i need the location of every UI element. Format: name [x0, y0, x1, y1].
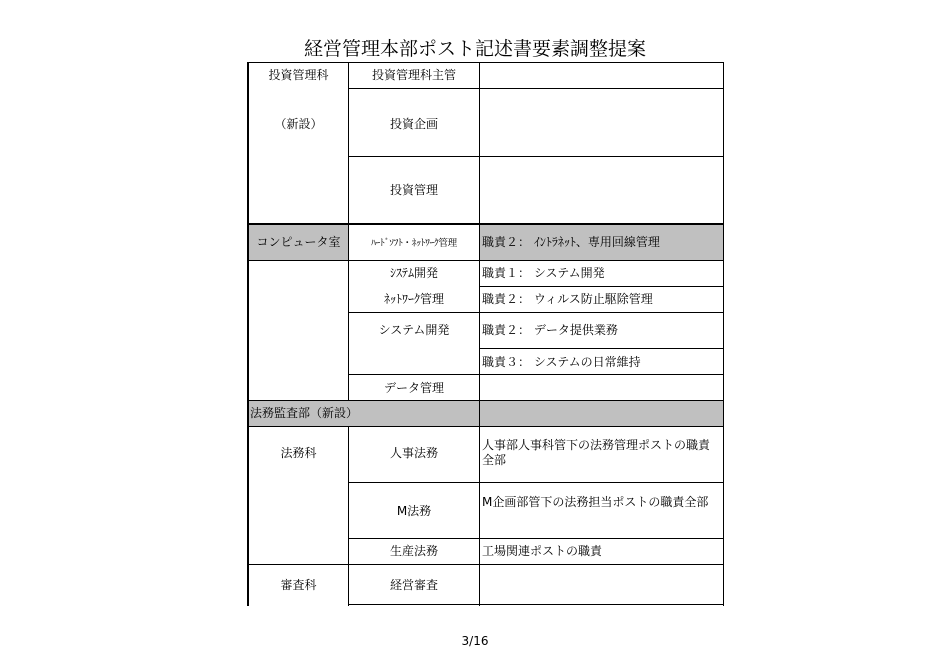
row-line: [248, 400, 724, 401]
row-line: [348, 538, 724, 539]
post-name: ﾊｰﾄﾞｿﾌﾄ・ﾈｯﾄﾜｰｸ管理: [371, 238, 457, 249]
duty-text: 工場関連ポストの職責: [482, 544, 603, 558]
table-border-right: [723, 62, 724, 606]
row-line: [248, 260, 724, 261]
duty-text: M企画部管下の法務担当ポストの職責全部: [482, 495, 709, 509]
row-line: [480, 286, 724, 287]
table-border-top: [248, 62, 724, 63]
row-line: [248, 426, 724, 427]
dept-note: （新設）: [274, 117, 323, 131]
row-line: [348, 482, 724, 483]
post-name: ﾈｯﾄﾜｰｸ管理: [383, 292, 444, 306]
post-name: ｼｽﾃﾑ開発: [389, 266, 438, 280]
page-number: 3/16: [461, 634, 489, 648]
dept-name: 審査科: [280, 578, 317, 592]
table-border-left: [247, 62, 249, 606]
post-name: 投資企画: [389, 117, 438, 131]
dept-name: コンピュータ室: [256, 235, 341, 249]
dept-name: 法務科: [280, 446, 317, 460]
row-line: [348, 374, 724, 375]
post-name: システム開発: [378, 323, 450, 337]
duty-text: 職責２： データ提供業務: [482, 323, 618, 337]
post-name: 投資管理科主管: [371, 68, 456, 82]
document-title: 経営管理本部ポスト記述書要素調整提案: [303, 38, 646, 60]
duty-text: 人事部人事科管下の法務管理ポストの職責全部: [482, 438, 711, 467]
post-name: 生産法務: [389, 544, 438, 558]
column-divider-1: [348, 62, 349, 401]
duty-text: 職責２： ウィルス防止駆除管理: [482, 292, 653, 306]
row-line: [248, 564, 724, 565]
section-line-thick: [248, 223, 724, 225]
table-border-bottom: [348, 604, 724, 605]
row-line: [348, 156, 724, 157]
post-name: M法務: [396, 504, 432, 518]
duty-text: 職責３： システムの日常維持: [482, 355, 641, 369]
section-header: 法務監査部（新設）: [250, 406, 359, 420]
row-line: [348, 88, 724, 89]
post-name: 経営審査: [389, 578, 438, 592]
post-name: 人事法務: [389, 446, 438, 460]
row-line: [480, 348, 724, 349]
post-name: データ管理: [383, 381, 444, 395]
post-name: 投資管理: [389, 183, 438, 197]
duty-text: 職責１： システム開発: [482, 266, 605, 280]
column-divider-2: [479, 62, 480, 606]
dept-name: 投資管理科: [268, 68, 329, 82]
row-line: [348, 312, 724, 313]
duty-text: 職責２： ｲﾝﾄﾗﾈｯﾄ、専用回線管理: [482, 235, 660, 249]
